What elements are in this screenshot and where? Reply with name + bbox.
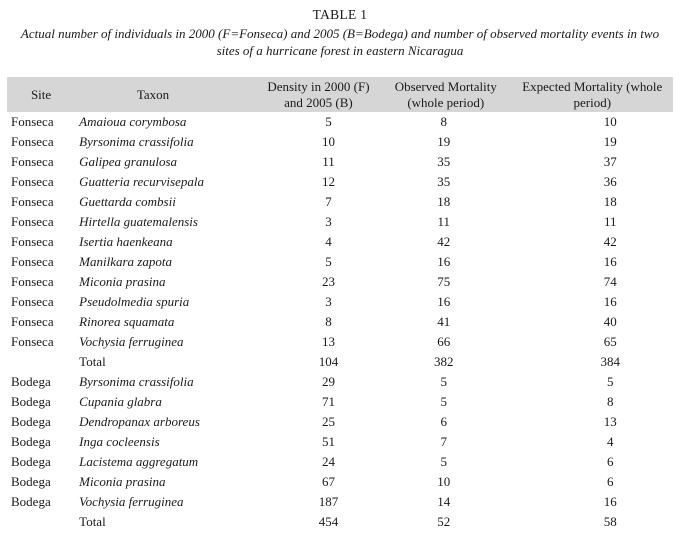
cell-expected-mortality: 16 — [603, 254, 617, 269]
cell-taxon: Guatteria recurvisepala — [79, 174, 204, 189]
cell-site: Bodega — [11, 414, 51, 429]
cell-taxon: Total — [79, 514, 106, 529]
cell-expected-mortality: 8 — [607, 394, 614, 409]
table-row — [7, 232, 673, 252]
cell-density: 13 — [321, 334, 335, 349]
cell-taxon: Inga cocleensis — [79, 434, 160, 449]
cell-density: 187 — [318, 494, 339, 509]
table-row — [7, 392, 673, 412]
cell-expected-mortality: 74 — [603, 274, 617, 289]
cell-site: Fonseca — [11, 274, 54, 289]
header-row — [7, 77, 673, 112]
cell-density: 29 — [321, 374, 335, 389]
cell-observed-mortality: 66 — [437, 334, 451, 349]
cell-observed-mortality: 6 — [440, 414, 448, 429]
cell-observed-mortality: 7 — [440, 434, 448, 449]
cell-taxon: Vochysia ferruginea — [79, 494, 184, 509]
header-observed-mortality: Observed Mortality (whole period) — [380, 77, 512, 112]
cell-site: Fonseca — [11, 194, 54, 209]
cell-expected-mortality: 19 — [603, 134, 617, 149]
cell-site: Fonseca — [11, 154, 54, 169]
cell-site — [7, 512, 75, 532]
cell-site: Bodega — [11, 494, 51, 509]
cell-site: Fonseca — [11, 294, 54, 309]
cell-site: Bodega — [11, 434, 51, 449]
cell-density: 10 — [321, 134, 335, 149]
cell-observed-mortality: 16 — [437, 254, 451, 269]
cell-taxon: Vochysia ferruginea — [79, 334, 184, 349]
cell-observed-mortality: 14 — [437, 494, 451, 509]
table-row — [7, 432, 673, 452]
table-row — [7, 472, 673, 492]
table-row — [7, 312, 673, 332]
cell-taxon: Manilkara zapota — [79, 254, 172, 269]
table-row — [7, 192, 673, 212]
cell-observed-mortality: 11 — [437, 214, 451, 229]
cell-density: 25 — [321, 414, 335, 429]
cell-density: 3 — [325, 214, 332, 229]
cell-site: Fonseca — [11, 254, 54, 269]
cell-observed-mortality: 8 — [440, 114, 448, 129]
cell-expected-mortality: 58 — [603, 514, 617, 529]
cell-density: 7 — [325, 194, 332, 209]
table-row — [7, 372, 673, 392]
table-row — [7, 112, 673, 132]
cell-observed-mortality: 18 — [437, 194, 451, 209]
table-row — [7, 172, 673, 192]
cell-density: 71 — [321, 394, 335, 409]
cell-density: 5 — [325, 254, 332, 269]
cell-expected-mortality: 11 — [604, 214, 617, 229]
table-row — [7, 492, 673, 512]
header-density: Density in 2000 (F) and 2005 (B) — [257, 77, 380, 112]
cell-expected-mortality: 16 — [603, 494, 617, 509]
cell-observed-mortality: 75 — [437, 274, 451, 289]
cell-density: 51 — [321, 434, 335, 449]
cell-site: Fonseca — [11, 234, 54, 249]
table-title: TABLE 1 — [312, 7, 368, 22]
cell-expected-mortality: 4 — [607, 434, 614, 449]
cell-site — [7, 352, 75, 372]
mortality-table — [7, 77, 673, 532]
cell-observed-mortality: 35 — [437, 174, 451, 189]
cell-observed-mortality: 42 — [437, 234, 451, 249]
cell-expected-mortality: 6 — [607, 474, 614, 489]
cell-taxon: Dendropanax arboreus — [79, 414, 200, 429]
table-row — [7, 332, 673, 352]
table-caption: Actual number of individuals in 2000 (F=Fonseca) and 2005 (B=Bodega) and number of observed mortality events in two sites of a hurricane forest in eastern Nicaragua — [20, 26, 660, 58]
cell-taxon: Guettarda combsii — [79, 194, 176, 209]
cell-expected-mortality: 42 — [603, 234, 617, 249]
cell-taxon: Hirtella guatemalensis — [79, 214, 198, 229]
header-site: Site — [7, 77, 75, 112]
cell-density: 5 — [325, 114, 332, 129]
cell-expected-mortality: 65 — [603, 334, 617, 349]
cell-density: 23 — [321, 274, 335, 289]
cell-expected-mortality: 16 — [603, 294, 617, 309]
cell-taxon: Miconia prasina — [79, 474, 166, 489]
cell-density: 24 — [321, 454, 335, 469]
table-row — [7, 212, 673, 232]
cell-observed-mortality: 19 — [437, 134, 451, 149]
cell-observed-mortality: 41 — [437, 314, 451, 329]
cell-site: Fonseca — [11, 174, 54, 189]
cell-expected-mortality: 36 — [603, 174, 617, 189]
cell-density: 8 — [325, 314, 332, 329]
cell-density: 12 — [321, 174, 335, 189]
cell-observed-mortality: 35 — [437, 154, 451, 169]
cell-site: Fonseca — [11, 134, 54, 149]
cell-density: 11 — [322, 154, 335, 169]
table-row — [7, 152, 673, 172]
cell-taxon: Rinorea squamata — [79, 314, 175, 329]
cell-site: Fonseca — [11, 114, 54, 129]
cell-expected-mortality: 5 — [607, 374, 614, 389]
cell-taxon: Galipea granulosa — [79, 154, 178, 169]
cell-taxon: Pseudolmedia spuria — [79, 294, 190, 309]
table-row — [7, 292, 673, 312]
cell-observed-mortality: 10 — [437, 474, 451, 489]
cell-site: Bodega — [11, 454, 51, 469]
table-row — [7, 252, 673, 272]
cell-site: Bodega — [11, 474, 51, 489]
cell-expected-mortality: 18 — [603, 194, 617, 209]
cell-observed-mortality: 5 — [440, 374, 448, 389]
cell-density: 3 — [325, 294, 332, 309]
cell-density: 104 — [318, 354, 339, 369]
cell-observed-mortality: 5 — [440, 454, 448, 469]
cell-expected-mortality: 10 — [603, 114, 617, 129]
cell-site: Bodega — [11, 374, 51, 389]
cell-observed-mortality: 52 — [437, 514, 451, 529]
cell-taxon: Amaioua corymbosa — [79, 114, 187, 129]
cell-observed-mortality: 16 — [437, 294, 451, 309]
cell-taxon: Byrsonima crassifolia — [79, 134, 194, 149]
cell-density: 454 — [318, 514, 339, 529]
cell-expected-mortality: 384 — [600, 354, 621, 369]
total-row — [7, 512, 673, 532]
cell-taxon: Byrsonima crassifolia — [79, 374, 194, 389]
total-row — [7, 352, 673, 372]
cell-density: 4 — [325, 234, 332, 249]
cell-observed-mortality: 5 — [440, 394, 448, 409]
cell-taxon: Miconia prasina — [79, 274, 166, 289]
cell-taxon: Cupania glabra — [79, 394, 162, 409]
header-taxon: Taxon — [75, 77, 257, 112]
cell-expected-mortality: 40 — [603, 314, 617, 329]
cell-expected-mortality: 6 — [607, 454, 614, 469]
cell-taxon: Total — [79, 354, 106, 369]
table-body — [7, 112, 673, 532]
cell-site: Fonseca — [11, 314, 54, 329]
cell-expected-mortality: 13 — [603, 414, 617, 429]
table-header — [7, 77, 673, 112]
cell-site: Fonseca — [11, 334, 54, 349]
table-row — [7, 412, 673, 432]
cell-site: Fonseca — [11, 214, 54, 229]
cell-site: Bodega — [11, 394, 51, 409]
table-row — [7, 452, 673, 472]
cell-observed-mortality: 382 — [434, 354, 454, 369]
cell-taxon: Lacistema aggregatum — [79, 454, 199, 469]
cell-density: 67 — [321, 474, 335, 489]
cell-expected-mortality: 37 — [603, 154, 617, 169]
table-row — [7, 132, 673, 152]
cell-taxon: Isertia haenkeana — [79, 234, 173, 249]
table-row — [7, 272, 673, 292]
header-expected-mortality: Expected Mortality (whole period) — [512, 77, 673, 112]
